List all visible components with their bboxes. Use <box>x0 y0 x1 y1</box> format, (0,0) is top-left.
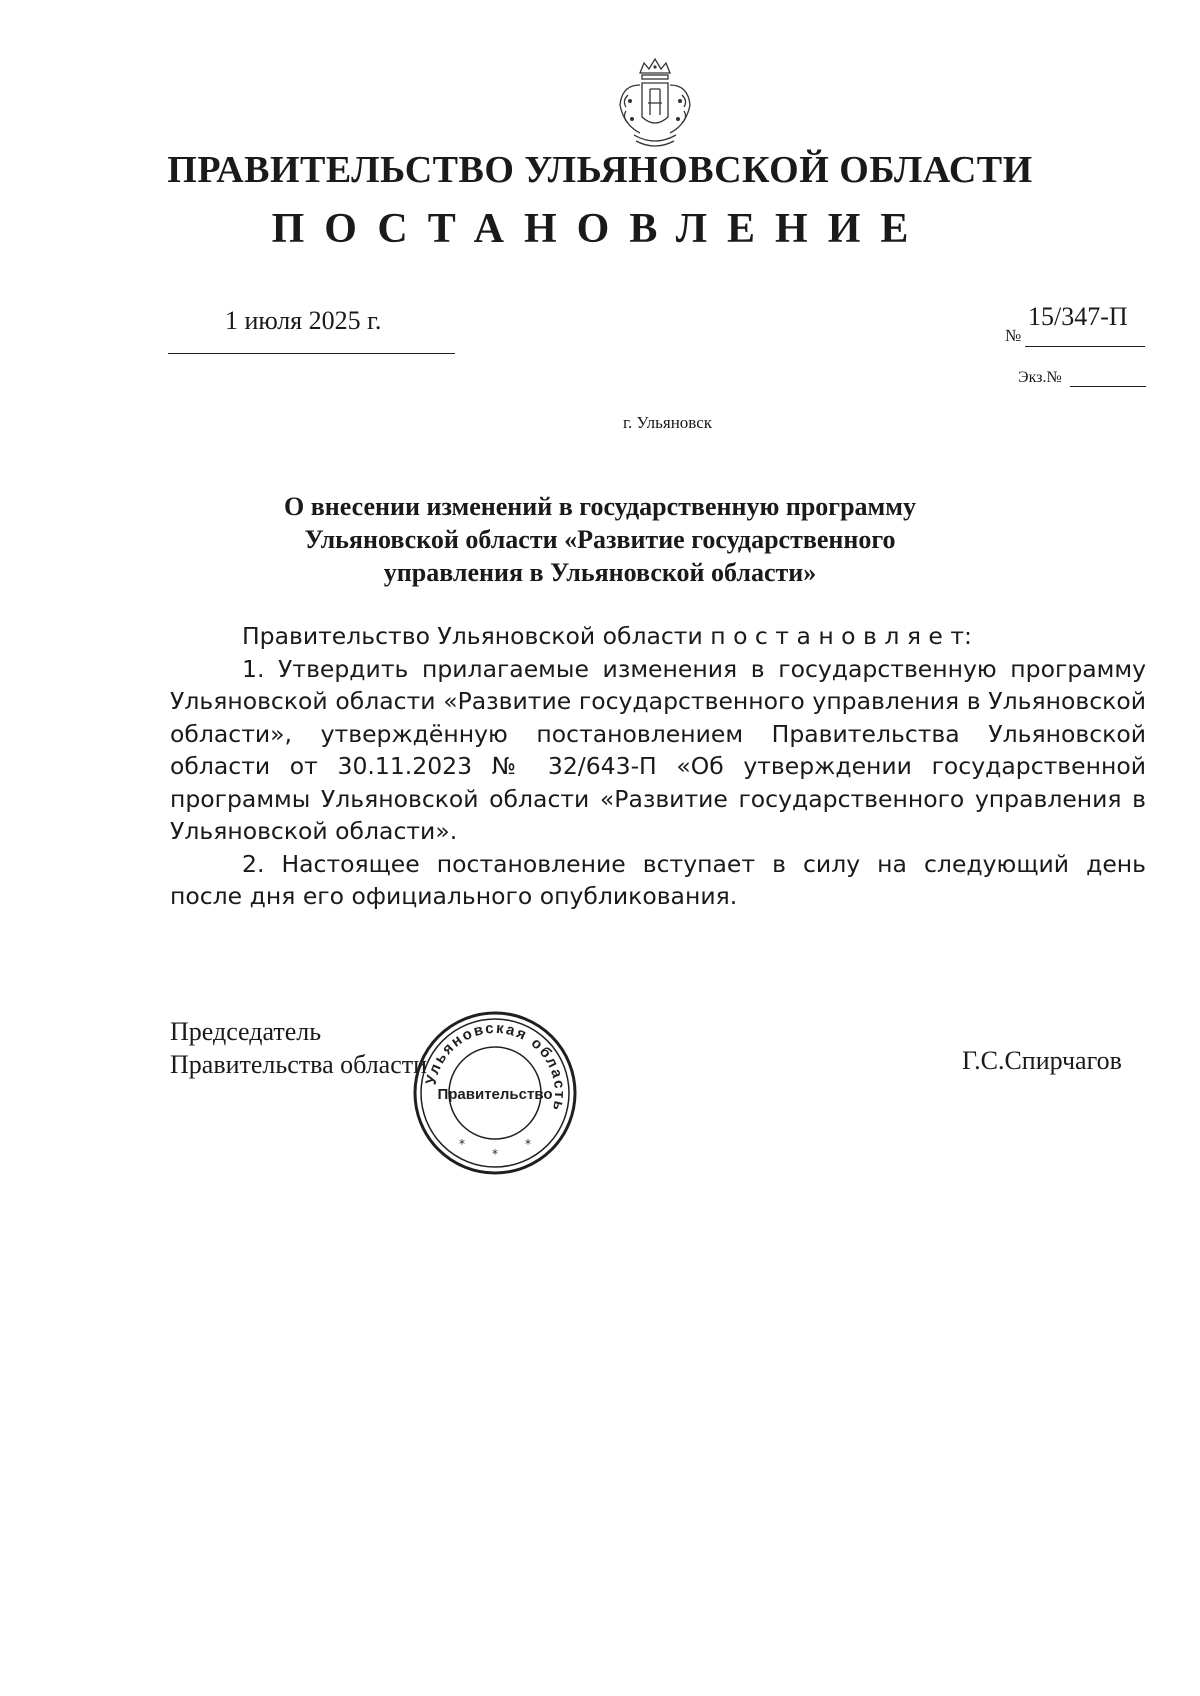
signatory-position <box>170 1015 427 1081</box>
date-underline <box>168 353 455 354</box>
copy-number-label: Экз.№ <box>1018 369 1062 386</box>
seal-center-text: Правительство <box>437 1086 553 1103</box>
document-number: 15/347-П <box>1028 302 1128 331</box>
svg-text:*: * <box>459 1137 465 1151</box>
subject-line: О внесении изменений в государственную программу <box>284 492 916 521</box>
government-name: ПРАВИТЕЛЬСТВО УЛЬЯНОВСКОЙ ОБЛАСТИ <box>167 149 1033 191</box>
document-type-title: ПОСТАНОВЛЕНИЕ <box>271 206 929 252</box>
copy-number-underline <box>1070 386 1146 387</box>
paragraph-2: 2. Настоящее постановление вступает в силу на следующий день после дня его официального опубликования. <box>170 849 1146 910</box>
subject-line: управления в Ульяновской области» <box>383 558 817 587</box>
document-subject <box>0 490 1200 589</box>
seal-stamp-icon <box>410 1008 580 1178</box>
intro-paragraph: Правительство Ульяновской области п о с т а н о в л я е т: <box>242 622 972 650</box>
seal-ring-text: Ульяновская область <box>422 1019 569 1114</box>
svg-text:*: * <box>492 1147 498 1161</box>
position-line-2: Правительства области <box>170 1050 428 1079</box>
subject-line: Ульяновской области «Развитие государственного <box>304 525 896 554</box>
coat-of-arms-icon <box>600 55 710 155</box>
svg-text:*: * <box>525 1137 531 1151</box>
paragraph-1: 1. Утвердить прилагаемые изменения в государственную программу Ульяновской области «Развитие государственного управления в Ульяновской области», утверждённую постановлением Правительства Ульяновской области от 30.11.2023 № 32/643-П «Об утверждении государственной программы Ульяновской области «Развитие государственного управления в Ульяновской области». <box>170 654 1146 845</box>
document-date: 1 июля 2025 г. <box>225 306 382 335</box>
position-line-1: Председатель <box>170 1017 322 1046</box>
city: г. Ульяновск <box>622 413 713 432</box>
number-underline <box>1025 346 1145 347</box>
number-sign: № <box>1005 326 1022 345</box>
signatory-name: Г.С.Спирчагов <box>962 1046 1122 1075</box>
document-body <box>170 620 1146 913</box>
